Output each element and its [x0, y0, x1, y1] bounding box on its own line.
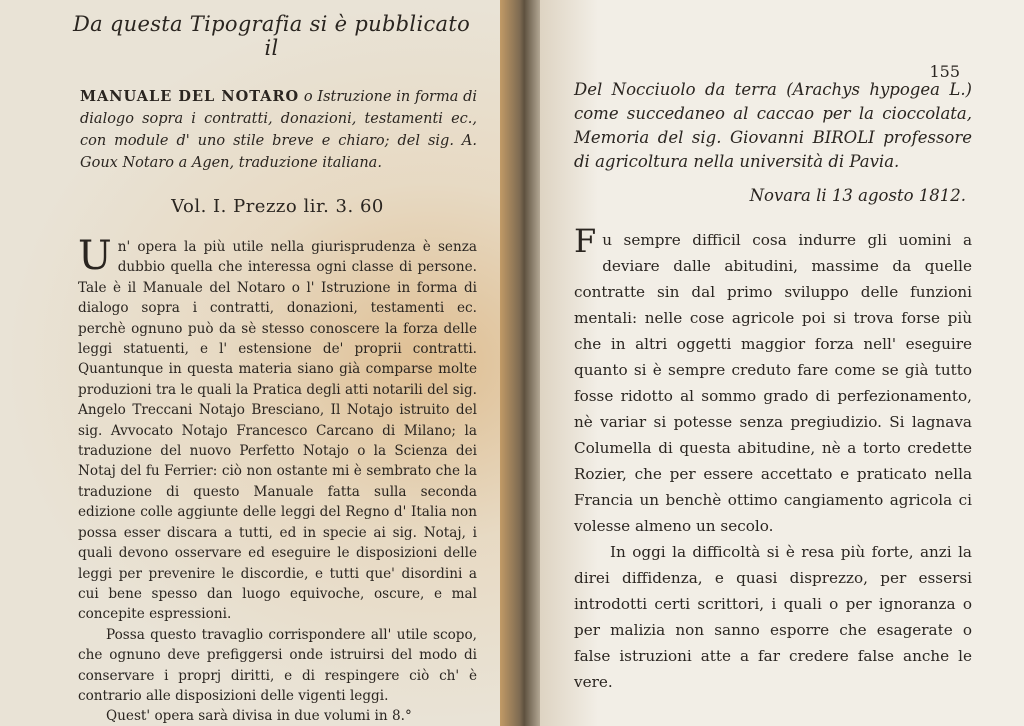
book-gutter [500, 0, 544, 726]
volume-price: Vol. I. Prezzo lir. 3. 60 [171, 196, 384, 217]
left-paragraph-3: Quest' opera sarà divisa in due volumi in 8.° [106, 708, 412, 725]
drop-cap: U [78, 233, 112, 279]
memoir-title: Del Nocciuolo da terra (Arachys hypogea L.) come succedaneo al caccao per la cioccolata, Memoria del sig. Giovanni BIROLI professore di agricoltura nella università di Pavia. [574, 80, 972, 171]
book-announcement [80, 86, 477, 174]
book-title: MANUALE DEL NOTARO [80, 88, 300, 105]
left-page [0, 0, 505, 726]
drop-cap: F [574, 222, 597, 260]
left-paragraph-2: Possa questo travaglio corrispondere all' utile scopo, che ognuno deve prefiggersi onde istruirsi del modo di conservare i proprj diritti, e di respingere ciò ch' è contrario alle disposizioni delle vigenti leggi. [78, 626, 477, 704]
right-page [540, 0, 1024, 726]
page-number: 155 [929, 62, 960, 81]
right-body-text [574, 222, 972, 695]
publisher-heading: Da questa Tipografia si è pubblicato il [72, 12, 471, 60]
dateline: Novara li 13 agosto 1812. [749, 186, 966, 205]
book-description: o Istruzione in forma di dialogo sopra i contratti, donazioni, testamenti ec., con module d' uno stile breve e chiaro; del sig. A. Goux Notaro a Agen, traduzione italiana. [80, 89, 478, 171]
left-body-text [78, 233, 477, 726]
left-paragraph-1: Un' opera la più utile nella giurisprudenza è senza dubbio quella che interessa ogni classe di persone. Tale è il Manuale del Notaro o l' Istruzione in forma di dialogo sopra i contratti, donazioni, testamenti ec. perchè ognuno può da sè stesso conoscere la forza delle leggi statuenti, e l' estensione de' proprii contratti. Quantunque in questa materia siano già comparse molte produzioni tra le quali la Pratica degli atti notarili del sig. Angelo Treccani Notajo Bresciano, Il Notajo istruito del sig. Avvocato Notajo Francesco Carcano di Milano; la traduzione del nuovo Perfetto Notajo o la Scienza dei Notaj del fu Ferrier: ciò non ostante mi è sembrato che la traduzione di questo Manuale fatta sulla seconda edizione colle aggiunte delle leggi del Regno d' Italia non possa esser discara a tutti, ed in specie ai sig. Notaj, i quali devono osservare ed eseguire le disposizioni delle leggi per prevenire le discordie, e tutti que' disordini a cui bene spesso dan luogo equivoche, oscure, e mal concepite espressioni. [78, 233, 477, 623]
right-paragraph-1: Fu sempre difficil cosa indurre gli uomini a deviare dalle abitudini, massime da quelle contratte sin dal primo sviluppo delle funzioni mentali: nelle cose agricole poi si trova forse più che in altri oggetti maggior forza nell' eseguire quanto si è sempre creduto fare come se già tutto fosse ridotto al sommo grado di perfezionamento, nè variar si potesse senza pregiudizio. Si lagnava Columella di questa abitudine, nè a torto credette Rozier, che per essere accettato e praticato nella Francia un benchè ottimo cangiamento agricola ci volesse almeno un secolo. [574, 222, 972, 535]
right-paragraph-2: In oggi la difficoltà si è resa più forte, anzi la direi diffidenza, e quasi disprezzo, per essersi introdotti certi scrittori, i quali o per ignoranza o per malizia non sanno esporre che esagerate o false istruzioni atte a far credere false anche le vere. [574, 543, 972, 691]
